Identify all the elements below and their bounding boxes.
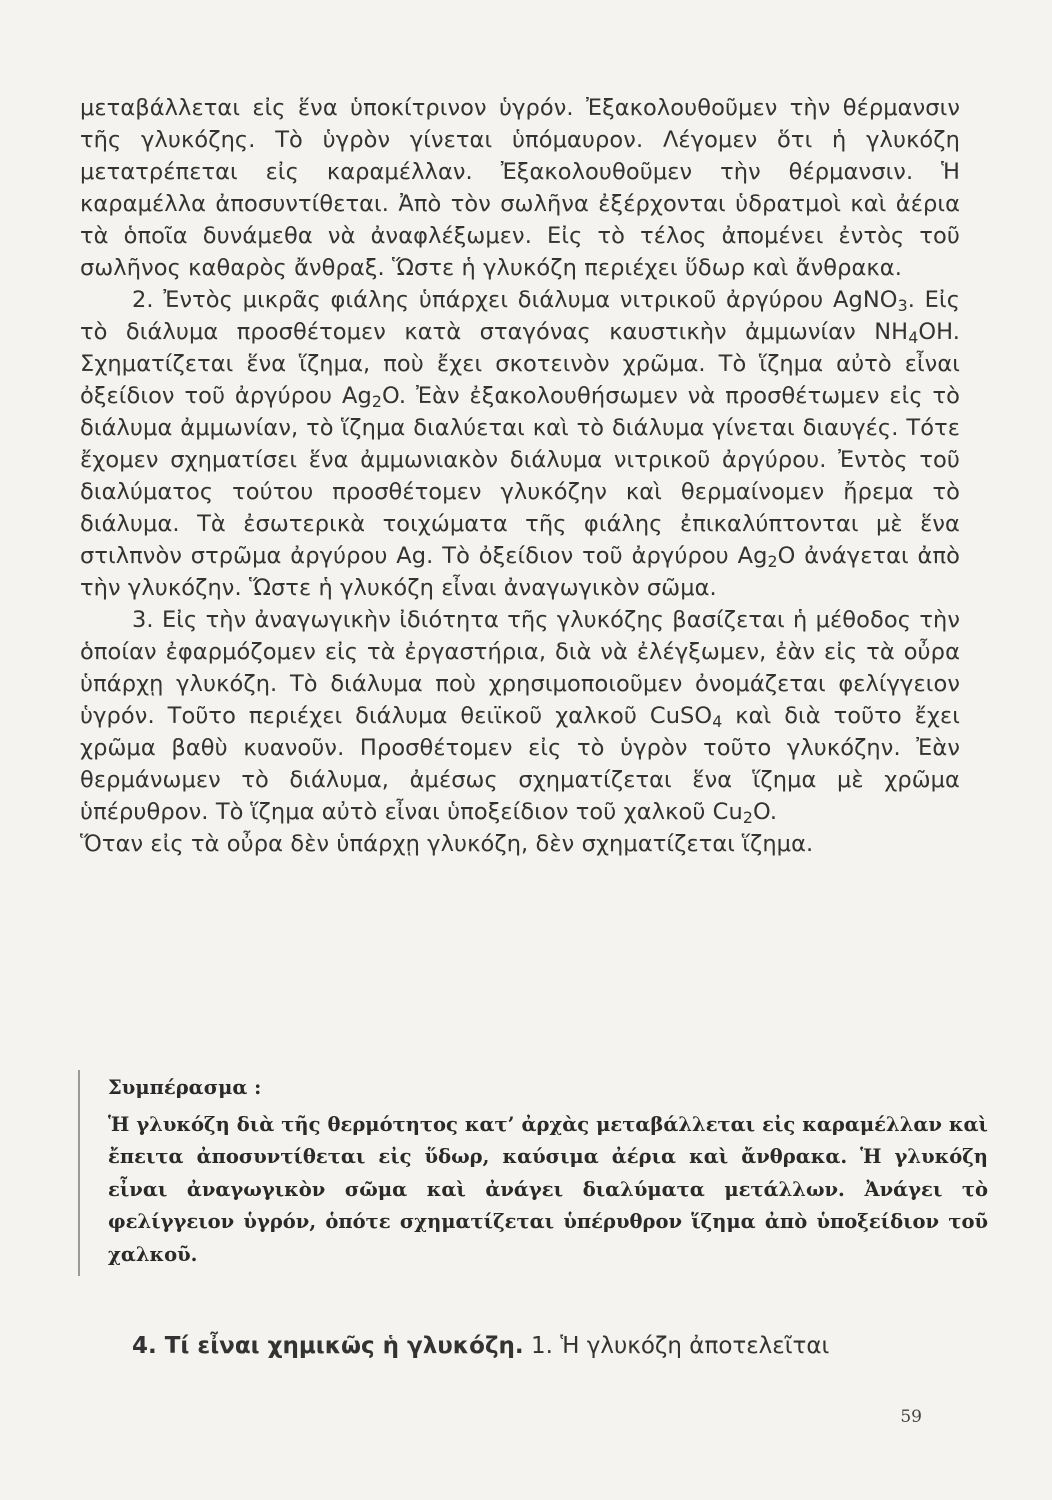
conclusion-box [78,1070,988,1276]
text-run: 2. Ἐντὸς μικρᾶς φιάλης ὑπάρχει διάλυμα νιτρικοῦ ἀργύρου AgNO [132,287,898,313]
conclusion-title: Συμπέρασμα : [108,1076,262,1099]
chemical-subscript: 2 [371,391,382,411]
body-text [80,92,960,860]
chemical-subscript: 2 [767,551,778,571]
text-run: O ἀνάγεται ἀπὸ τὴν γλυκόζην. Ὥστε ἡ γλυκόζη εἶναι ἀναγωγικὸν σῶμα. [80,543,960,601]
text-run: 3. Εἰς τὴν ἀναγωγικὴν ἰδιότητα τῆς γλυκόζης βασίζεται ἡ μέθοδος τὴν ὁποίαν ἐφαρμόζομεν εἰς τὰ ἐργαστήρια, διὰ νὰ ἐλέγξωμεν, ἐὰν εἰς τὰ οὖρα ὑπάρχῃ γλυκόζη. Τὸ διάλυμα ποὺ χρησιμοποιοῦμεν ὀνομάζεται φελίγγειον ὑγρόν. Τοῦτο περιέχει διάλυμα θειϊκοῦ χαλκοῦ CuSO [80,607,960,729]
chemical-subscript: 4 [712,711,723,731]
conclusion-text: Ἡ γλυκόζη διὰ τῆς θερμότητος κατ’ ἀρχὰς μεταβάλλεται εἰς καραμέλλαν καὶ ἔπειτα ἀποσυντίθεται εἰς ὕδωρ, καύσιμα ἀέρια καὶ ἄνθρακα. Ἡ γλυκόζη εἶναι ἀναγωγικὸν σῶμα καὶ ἀνάγει διαλύματα μετάλλων. Ἀνάγει τὸ φελίγγειον ὑγρόν, ὁπότε σχηματίζεται ὑπέρυθρον ἵζημα ἀπὸ ὑποξείδιον τοῦ χαλκοῦ. [108,1112,988,1266]
paragraph-2 [80,284,960,604]
paragraph-4 [80,828,960,860]
paragraph-3 [80,604,960,828]
page-number: 59 [900,1407,922,1427]
section-heading: 4. Τί εἶναι χημικῶς ἡ γλυκόζη. [132,1333,524,1359]
section-text: 1. Ἡ γλυκόζη ἀποτελεῖται [530,1333,830,1359]
text-run: OH. Σχηματίζεται ἕνα ἵζημα, ποὺ ἔχει σκοτεινὸν χρῶμα. Τὸ ἵζημα αὐτὸ εἶναι ὀξείδιον τοῦ ἀργύρου Ag [80,319,960,409]
text-run: μεταβάλλεται εἰς ἕνα ὑποκίτρινον ὑγρόν. Ἐξακολουθοῦμεν τὴν θέρμανσιν τῆς γλυκόζης. Τὸ ὑγρὸν γίνεται ὑπόμαυρον. Λέγομεν ὅτι ἡ γλυκόζη μετατρέπεται εἰς καραμέλλαν. Ἐξακολουθοῦμεν τὴν θέρμανσιν. Ἡ καραμέλλα ἀποσυντίθεται. Ἀπὸ τὸν σωλῆνα ἐξέρχονται ὑδρατμοὶ καὶ ἀέρια τὰ ὁποῖα δυνάμεθα νὰ ἀναφλέξωμεν. Εἰς τὸ τέλος ἀπομένει ἐντὸς τοῦ σωλῆνος καθαρὸς ἄνθραξ. Ὥστε ἡ γλυκόζη περιέχει ὕδωρ καὶ ἄνθρακα. [80,95,960,281]
paragraph-1 [80,92,960,284]
chemical-subscript: 3 [897,295,908,315]
text-run: . Εἰς τὸ διάλυμα προσθέτομεν κατὰ σταγόνας καυστικὴν ἀμμωνίαν NH [80,287,961,345]
text-run: καὶ διὰ τοῦτο ἔχει χρῶμα βαθὺ κυανοῦν. Προσθέτομεν εἰς τὸ ὑγρὸν τοῦτο γλυκόζην. Ἐὰν θερμάνωμεν τὸ διάλυμα, ἀμέσως σχηματίζεται ἕνα ἵζημα μὲ χρῶμα ὑπέρυθρον. Τὸ ἵζημα αὐτὸ εἶναι ὑποξείδιον τοῦ χαλκοῦ Cu [80,703,960,825]
chemical-subscript: 2 [742,807,753,827]
chemical-subscript: 4 [908,327,919,347]
text-run: Ὅταν εἰς τὰ οὖρα δὲν ὑπάρχῃ γλυκόζη, δὲν σχηματίζεται ἵζημα. [80,831,814,857]
text-run: O. [752,799,778,825]
text-run: O. Ἐὰν ἐξακολουθήσωμεν νὰ προσθέτωμεν εἰς τὸ διάλυμα ἀμμωνίαν, τὸ ἵζημα διαλύεται καὶ τὸ διάλυμα γίνεται διαυγές. Τότε ἔχομεν σχηματίσει ἕνα ἀμμωνιακὸν διάλυμα νιτρικοῦ ἀργύρου. Ἐντὸς τοῦ διαλύματος τούτου προσθέτομεν γλυκόζην καὶ θερμαίνομεν ἤρεμα τὸ διάλυμα. Τὰ ἐσωτερικὰ τοιχώματα τῆς φιάλης ἐπικαλύπτονται μὲ ἕνα στιλπνὸν στρῶμα ἀργύρου Ag. Τὸ ὀξείδιον τοῦ ἀργύρου Ag [80,383,960,569]
section-start [132,1330,962,1362]
